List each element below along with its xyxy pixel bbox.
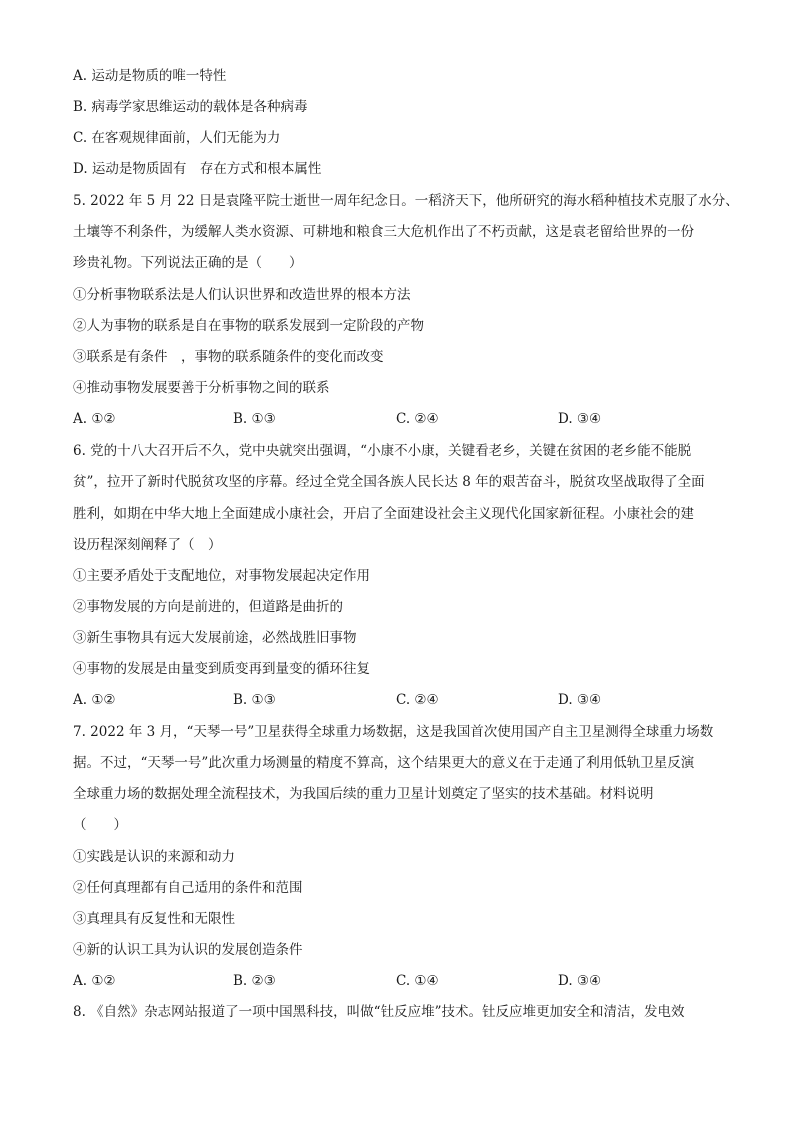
q7-choice-d[interactable]: D. ③④ <box>558 973 602 989</box>
q6-statement-3: ③新生事物具有远大发展前途，必然战胜旧事物 <box>73 630 357 646</box>
q7-statement-4: ④新的认识工具为认识的发展创造条件 <box>73 942 303 958</box>
q6-choices <box>73 690 713 710</box>
q7-choice-a[interactable]: A. ①② <box>73 973 116 989</box>
q6-stem-line: 胜利，如期在中华大地上全面建成小康社会，开启了全面建设社会主义现代化国家新征程。小康社会的建 <box>73 506 694 522</box>
q7-stem-line: （ ） <box>73 817 127 833</box>
q7-statement-1: ①实践是认识的来源和动力 <box>73 849 235 865</box>
q6-choice-a[interactable]: A. ①② <box>73 692 116 708</box>
q5-statement-1: ①分析事物联系法是人们认识世界和改造世界的根本方法 <box>73 287 411 303</box>
q5-statement-2: ②人为事物的联系是自在事物的联系发展到一定阶段的产物 <box>73 318 424 334</box>
q7-choice-c[interactable]: C. ①④ <box>396 973 439 989</box>
q5-choice-a[interactable]: A. ①② <box>73 411 116 427</box>
q6-choice-b[interactable]: B. ①③ <box>233 692 276 708</box>
q6-stem-line: 6. 党的十八大召开后不久，党中央就突出强调，“小康不小康，关键看老乡，关键在贫困的老乡能不能脱 <box>73 443 692 459</box>
q5-choice-c[interactable]: C. ②④ <box>396 411 439 427</box>
q7-statement-2: ②任何真理都有自己适用的条件和范围 <box>73 880 303 896</box>
q6-statement-4: ④事物的发展是由量变到质变再到量变的循环往复 <box>73 661 370 677</box>
q6-statement-2: ②事物发展的方向是前进的，但道路是曲折的 <box>73 599 343 615</box>
q5-statement-3: ③联系是有条件 ，事物的联系随条件的变化而改变 <box>73 349 384 365</box>
q6-choice-d[interactable]: D. ③④ <box>558 692 602 708</box>
q6-choice-c[interactable]: C. ②④ <box>396 692 439 708</box>
q5-stem-line: 土壤等不利条件，为缓解人类水资源、可耕地和粮食三大危机作出了不朽贡献，这是袁老留给世界的一份 <box>73 224 694 240</box>
q5-stem-line: 5. 2022 年 5 月 22 日是袁隆平院士逝世一周年纪念日。一稻济天下，他所研究的海水稻种植技术克服了水分、 <box>73 193 739 209</box>
q7-statement-3: ③真理具有反复性和无限性 <box>73 911 235 927</box>
q8-stem-line: 8. 《自然》杂志网站报道了一项中国黑科技，叫做“钍反应堆”技术。钍反应堆更加安全和清洁，发电效 <box>73 1004 685 1020</box>
q6-statement-1: ①主要矛盾处于支配地位，对事物发展起决定作用 <box>73 568 370 584</box>
q7-choice-b[interactable]: B. ②③ <box>233 973 276 989</box>
q7-stem-line: 7. 2022 年 3 月，“天琴一号”卫星获得全球重力场数据，这是我国首次使用国产自主卫星测得全球重力场数 <box>73 724 714 740</box>
q5-stem-line: 珍贵礼物。下列说法正确的是（ ） <box>73 255 303 271</box>
q7-stem-line: 全球重力场的数据处理全流程技术，为我国后续的重力卫星计划奠定了坚实的技术基础。材料说明 <box>73 786 654 802</box>
q5-choice-b[interactable]: B. ①③ <box>233 411 276 427</box>
q7-choices <box>73 971 713 991</box>
q4-option-b: B. 病毒学家思维运动的载体是各种病毒 <box>73 99 308 115</box>
q4-option-d: D. 运动是物质固有 存在方式和根本属性 <box>73 161 322 177</box>
q4-option-c: C. 在客观规律面前，人们无能为力 <box>73 130 281 146</box>
q5-choices <box>73 409 713 429</box>
q7-stem-line: 据。不过，“天琴一号”此次重力场测量的精度不算高，这个结果更大的意义在于走通了利用低轨卫星反演 <box>73 755 695 771</box>
q6-stem-line: 设历程深刻阐释了（ ） <box>73 537 222 553</box>
q5-choice-d[interactable]: D. ③④ <box>558 411 602 427</box>
q4-option-a: A. 运动是物质的唯一特性 <box>73 68 227 84</box>
q6-stem-line: 贫”，拉开了新时代脱贫攻坚的序幕。经过全党全国各族人民长达 8 年的艰苦奋斗，脱贫攻坚战取得了全面 <box>73 474 705 490</box>
q5-statement-4: ④推动事物发展要善于分析事物之间的联系 <box>73 380 330 396</box>
